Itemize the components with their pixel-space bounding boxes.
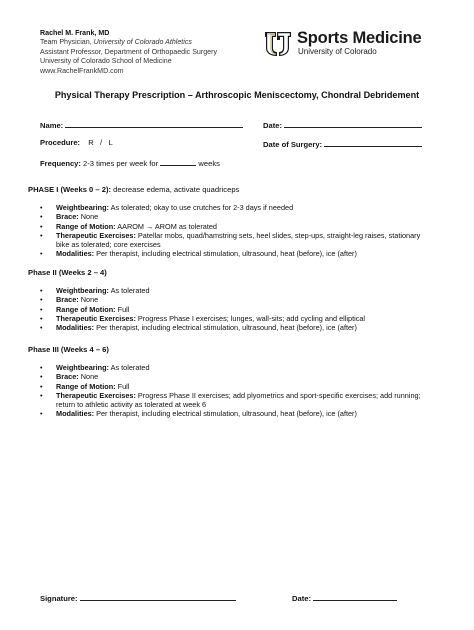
procedure-side-options[interactable]: R / L (88, 138, 113, 147)
sports-medicine-logo (263, 29, 433, 59)
item-text: None (78, 212, 99, 222)
frequency-field (40, 157, 220, 169)
item-label: Weightbearing: (56, 203, 109, 212)
item-label: Therapeutic Exercises: (56, 230, 136, 240)
phase-1-title: PHASE I (Weeks 0 – 2): (28, 185, 112, 194)
surgery-date-input-line[interactable] (324, 138, 422, 147)
list-item: • Brace: None (40, 212, 99, 222)
item-label: Range of Motion: (56, 304, 116, 314)
item-label: Therapeutic Exercises: (56, 390, 136, 400)
phase-1-note: decrease edema, activate quadriceps (111, 185, 240, 194)
item-text: None (78, 372, 99, 382)
item-text: As tolerated (108, 363, 150, 372)
item-text: Progress Phase II exercises; add plyometrics and sport-specific exercises; add running; return to athletic activity as tolerated at week 6 (56, 390, 421, 410)
list-item: • Range of Motion: Full (40, 304, 130, 314)
physician-org: University of Colorado Athletics (93, 38, 192, 47)
name-label: Name: (40, 121, 64, 130)
signature-input-line[interactable] (80, 592, 236, 601)
document-title: Physical Therapy Prescription – Arthroscopic Meniscectomy, Chondral Debridement (54, 90, 420, 100)
item-label: Range of Motion: (56, 381, 116, 391)
footer-date-input-line[interactable] (313, 592, 397, 601)
phase-3-title: Phase III (Weeks 4 – 6) (28, 345, 109, 354)
physician-school: University of Colorado School of Medicine (40, 57, 172, 66)
item-label: Weightbearing: (56, 286, 109, 295)
date-label: Date: (263, 121, 282, 130)
phase-1-list (0, 203, 424, 259)
item-text: As tolerated; okay to use crutches for 2-3 days if needed (108, 203, 294, 212)
item-text: Patellar mobs, quad/hamstring sets, heel slides, step-ups, straight-leg raises, stationary bike as tolerated; core exercises (56, 230, 421, 250)
frequency-weeks-input-line[interactable] (160, 157, 196, 166)
list-item: • Modalities: Per therapist, including electrical stimulation, ultrasound, heat (before), ice (after) (40, 323, 357, 333)
date-input-line[interactable] (284, 119, 422, 128)
physician-position: Assistant Professor, Department of Orthopaedic Surgery (40, 47, 218, 56)
list-item: • Weightbearing: As tolerated (40, 363, 150, 372)
footer-date-label: Date: (292, 594, 311, 603)
item-text: Progress Phase I exercises; lunges, wall-sits; add cycling and elliptical (135, 313, 366, 323)
item-text: AAROM → AROM as tolerated (115, 221, 217, 231)
physician-title: Team Physician, (40, 38, 94, 47)
logo-subtitle: University of Colorado (298, 47, 377, 56)
list-item: • Therapeutic Exercises: Progress Phase II exercises; add plyometrics and sport-specific exercises; add running; return to athletic activity as tolerated at week 6 (40, 390, 421, 410)
item-text: Full (115, 304, 130, 314)
item-label: Range of Motion: (56, 221, 116, 231)
procedure-label: Procedure: (40, 138, 81, 147)
item-text: Per therapist, including electrical stimulation, ultrasound, heat (before), ice (after) (94, 323, 357, 333)
name-field (40, 119, 243, 131)
surgery-date-field (263, 138, 422, 150)
item-label: Modalities: (56, 323, 95, 333)
list-item: • Range of Motion: Full (40, 381, 130, 391)
date-field (263, 119, 422, 131)
cu-logo-icon (263, 29, 293, 59)
list-item: • Brace: None (40, 295, 99, 305)
name-input-line[interactable] (65, 119, 243, 128)
phase-2-list (0, 286, 424, 332)
item-text: As tolerated (108, 286, 150, 295)
item-text: Per therapist, including electrical stimulation, ultrasound, heat (before), ice (after) (94, 409, 357, 419)
list-item: • Therapeutic Exercises: Patellar mobs, quad/hamstring sets, heel slides, step-ups, straight-leg raises, stationary bike as tolerated; core exercises (40, 230, 421, 250)
item-label: Brace: (56, 212, 79, 222)
phase-2-title: Phase II (Weeks 2 – 4) (28, 268, 107, 277)
item-text: Full (115, 381, 130, 391)
frequency-unit: weeks (196, 159, 220, 168)
item-label: Brace: (56, 295, 79, 305)
list-item: • Modalities: Per therapist, including electrical stimulation, ultrasound, heat (before), ice (after) (40, 249, 357, 259)
list-item: • Weightbearing: As tolerated (40, 286, 150, 295)
item-label: Therapeutic Exercises: (56, 313, 136, 323)
logo-brand: Sports Medicine (297, 29, 422, 47)
procedure-field (40, 138, 113, 148)
physician-website: www.RachelFrankMD.com (40, 66, 124, 75)
list-item: • Range of Motion: AAROM → AROM as tolerated (40, 221, 217, 231)
physician-name: Rachel M. Frank, MD (40, 29, 110, 37)
frequency-text: 2-3 times per week for (80, 159, 159, 168)
list-item: • Brace: None (40, 372, 99, 382)
item-text: Per therapist, including electrical stimulation, ultrasound, heat (before), ice (after) (94, 249, 357, 259)
item-text: None (78, 295, 99, 305)
list-item: • Weightbearing: As tolerated; okay to use crutches for 2-3 days if needed (40, 203, 294, 212)
footer-date-field (292, 592, 397, 604)
item-label: Modalities: (56, 409, 95, 419)
list-item: • Therapeutic Exercises: Progress Phase I exercises; lunges, wall-sits; add cycling and elliptical (40, 313, 366, 323)
item-label: Weightbearing: (56, 363, 109, 372)
item-label: Modalities: (56, 249, 95, 259)
physician-header (40, 29, 217, 76)
phase-3-heading (28, 345, 109, 355)
phase-1-heading (28, 185, 239, 195)
phase-3-list (0, 363, 424, 419)
surgery-date-label: Date of Surgery: (263, 140, 323, 149)
frequency-label: Frequency: (40, 159, 81, 168)
phase-2-heading (28, 268, 107, 278)
list-item: • Modalities: Per therapist, including electrical stimulation, ultrasound, heat (before), ice (after) (40, 409, 357, 419)
signature-field (40, 592, 236, 604)
signature-label: Signature: (40, 594, 78, 603)
physician-title-line (40, 38, 217, 47)
item-label: Brace: (56, 372, 79, 382)
